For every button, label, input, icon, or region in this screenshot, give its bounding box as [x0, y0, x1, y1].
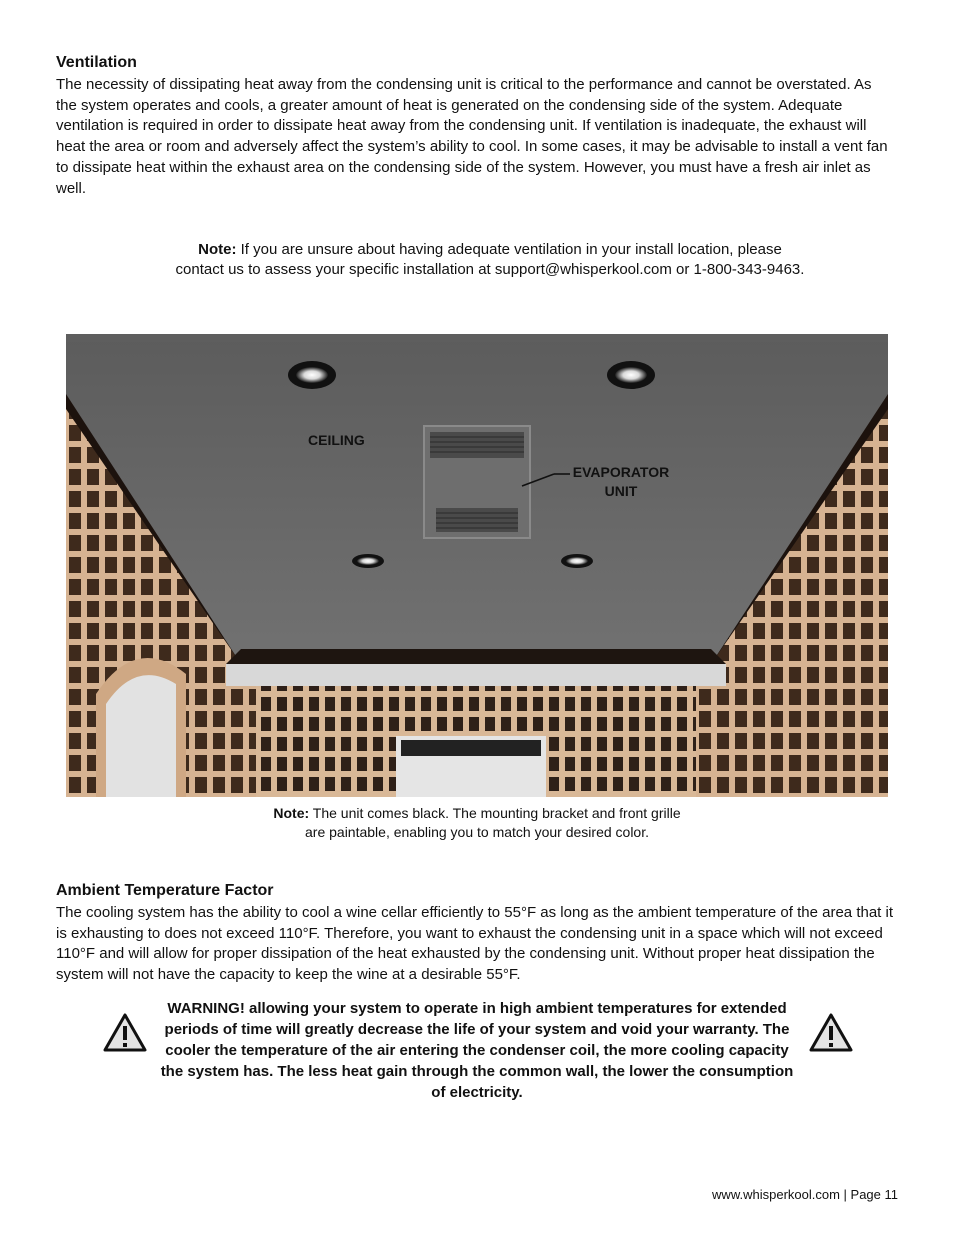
wine-cellar-ceiling-illustration — [66, 334, 888, 797]
caption-label: Note: — [273, 805, 310, 821]
warning-triangle-icon — [808, 1012, 854, 1054]
contact-note-line1: If you are unsure about having adequate ventilation in your install location, please — [236, 241, 782, 258]
page-footer: www.whisperkool.com | Page 11 — [712, 1187, 898, 1202]
contact-note-label: Note: — [198, 241, 237, 258]
ambient-heading: Ambient Temperature Factor — [56, 882, 274, 899]
caption-line2: are paintable, enabling you to match your desired color. — [305, 824, 649, 840]
ceiling-label: CEILING — [308, 432, 365, 448]
evaporator-label-line1: EVAPORATOR — [572, 464, 670, 480]
evaporator-label-line2: UNIT — [604, 483, 638, 499]
caption-line1: The unit comes black. The mounting bracket and front grille — [309, 805, 681, 821]
ambient-body: The cooling system has the ability to cool a wine cellar efficiently to 55°F as long as the ambient temperature of the area that it is exhausting to does not exceed 110°F. Therefore, you want to exhaust the condensing unit in a space which will not exceed 110°F and will allow for proper dissipation of the heat exhausted by the condensing unit. Without proper heat dissipation the system will not have the capacity to keep the wine at a desirable 55°F. — [56, 904, 894, 984]
ventilation-heading: Ventilation — [56, 54, 137, 71]
evaporator-unit — [424, 426, 530, 538]
warning-triangle-icon — [102, 1012, 148, 1054]
contact-note — [120, 240, 860, 280]
figure-caption — [200, 804, 754, 842]
contact-note-line2: contact us to assess your specific installation at support@whisperkool.com or 1-800-343-9463. — [175, 261, 805, 278]
ventilation-body: The necessity of dissipating heat away from the condensing unit is critical to the performance and cannot be overstated. As the system operates and cools, a greater amount of heat is generated on the condensing side of the system. Adequate ventilation is required in order to dissipate heat away from the condensing unit. If ventilation is inadequate, the exhaust will heat the area or room and adversely affect the system’s ability to cool. In some cases, it may be advisable to install a vent fan to dissipate heat within the exhaust area on the condensing side of the system. However, you must have a fresh air inlet as well. — [56, 76, 888, 197]
warning-text: WARNING! allowing your system to operate in high ambient temperatures for extended periods of time will greatly decrease the life of your system and void your warranty. The cooler the temperature of the air entering the condenser coil, the more cooling capacity the system has. The less heat gain through the common wall, the lower the consumption of electricity. — [160, 1000, 794, 1101]
